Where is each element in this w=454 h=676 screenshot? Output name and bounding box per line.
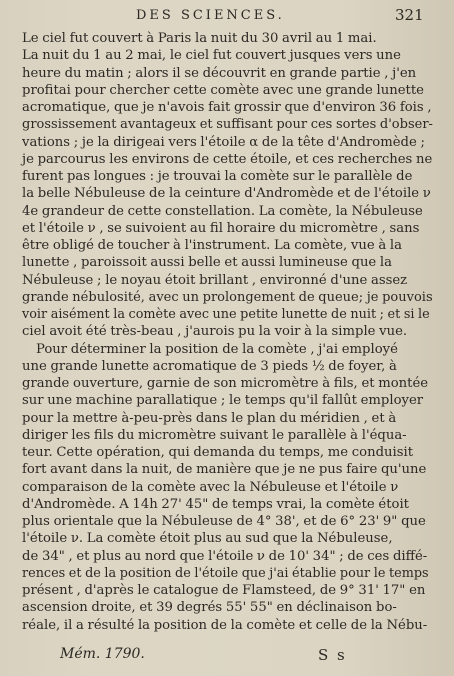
text-line: sur une machine parallatique ; le temps qu'il fallût employer bbox=[22, 393, 424, 409]
text-line: Nébuleuse ; le noyau étoit brillant , environné d'une assez bbox=[22, 272, 408, 288]
text-line: pour la mettre à-peu-près dans le plan du méridien , et à bbox=[22, 410, 397, 426]
text-line: voir aisément la comète avec une petite lunette de nuit ; et si le bbox=[22, 307, 430, 322]
text-line: grande nébulosité, avec un prolongement de queue; je pouvois bbox=[22, 289, 433, 305]
text-line: être obligé de toucher à l'instrument. La comète, vue à la bbox=[22, 238, 402, 253]
volume-mark: Mém. 1790. bbox=[60, 646, 145, 662]
text-line: furent pas longues : je trouvai la comète sur le parallèle de bbox=[22, 169, 413, 184]
text-line: rences et de la position de l'étoile que j'ai établie pour le temps bbox=[22, 565, 429, 581]
paragraph-1 bbox=[22, 30, 434, 341]
text-line: et l'étoile ν , se suivoient au fil horaire du micromètre , sans bbox=[22, 220, 420, 236]
text-line: d'Andromède. A 14h 27' 45" de temps vrai, la comète étoit bbox=[22, 496, 409, 512]
text-line: teur. Cette opération, qui demanda du temps, me conduisit bbox=[22, 445, 414, 460]
text-line: acromatique, que je n'avois fait grossir que d'environ 36 fois , bbox=[22, 100, 432, 115]
text-line: ciel avoit été très-beau , j'aurois pu la voir à la simple vue. bbox=[22, 324, 408, 340]
text-line: la belle Nébuleuse de la ceinture d'Andromède et de l'étoile ν bbox=[22, 186, 431, 202]
text-line: plus orientale que la Nébuleuse de 4° 38', et de 6° 23' 9" que bbox=[22, 514, 426, 529]
text-line: 4e grandeur de cette constellation. La comète, la Nébuleuse bbox=[22, 203, 423, 219]
text-line: Le ciel fut couvert à Paris la nuit du 30 avril au 1 mai. bbox=[22, 31, 377, 46]
text-line: vations ; je la dirigeai vers l'étoile α de la tête d'Andromède ; bbox=[22, 134, 425, 150]
text-line: Pour déterminer la position de la comète , j'ai employé bbox=[36, 341, 398, 357]
text-line: présent , d'après le catalogue de Flamsteed, de 9° 31' 17" en bbox=[22, 583, 426, 598]
body-text bbox=[22, 30, 434, 634]
text-line: l'étoile ν. La comète étoit plus au sud que la Nébuleuse, bbox=[22, 531, 393, 547]
text-line: diriger les fils du micromètre suivant le parallèle à l'équa- bbox=[22, 427, 407, 443]
paragraph-2 bbox=[22, 341, 434, 634]
text-line: heure du matin ; alors il se découvrit en grande partie , j'en bbox=[22, 65, 417, 81]
text-line: La nuit du 1 au 2 mai, le ciel fut couvert jusques vers une bbox=[22, 48, 401, 64]
text-line: réale, il a résulté la position de la comète et celle de la Nébu- bbox=[22, 617, 428, 633]
text-line: de 34" , et plus au nord que l'étoile ν de 10' 34" ; de ces diffé- bbox=[22, 548, 428, 564]
text-line: comparaison de la comète avec la Nébuleuse et l'étoile ν bbox=[22, 479, 399, 495]
page-number: 321 bbox=[395, 6, 424, 24]
text-line: grande ouverture, garnie de son micromètre à fils, et montée bbox=[22, 376, 429, 391]
text-line: lunette , paroissoit aussi belle et aussi lumineuse que la bbox=[22, 255, 393, 271]
page-header bbox=[0, 6, 454, 28]
text-line: une grande lunette acromatique de 3 pieds ½ de foyer, à bbox=[22, 358, 397, 374]
text-line: je parcourus les environs de cette étoile, et ces recherches ne bbox=[22, 151, 433, 167]
text-line: fort avant dans la nuit, de manière que je ne pus faire qu'une bbox=[22, 462, 427, 478]
signature-mark: S s bbox=[318, 646, 347, 664]
page-footer bbox=[0, 646, 454, 670]
text-line: grossissement avantageux et suffisant pour ces sortes d'obser- bbox=[22, 117, 433, 133]
running-head: DES SCIENCES. bbox=[136, 8, 285, 23]
text-line: ascension droite, et 39 degrés 55' 55" en déclinaison bo- bbox=[22, 600, 397, 616]
text-line: profitai pour chercher cette comète avec une grande lunette bbox=[22, 82, 424, 98]
